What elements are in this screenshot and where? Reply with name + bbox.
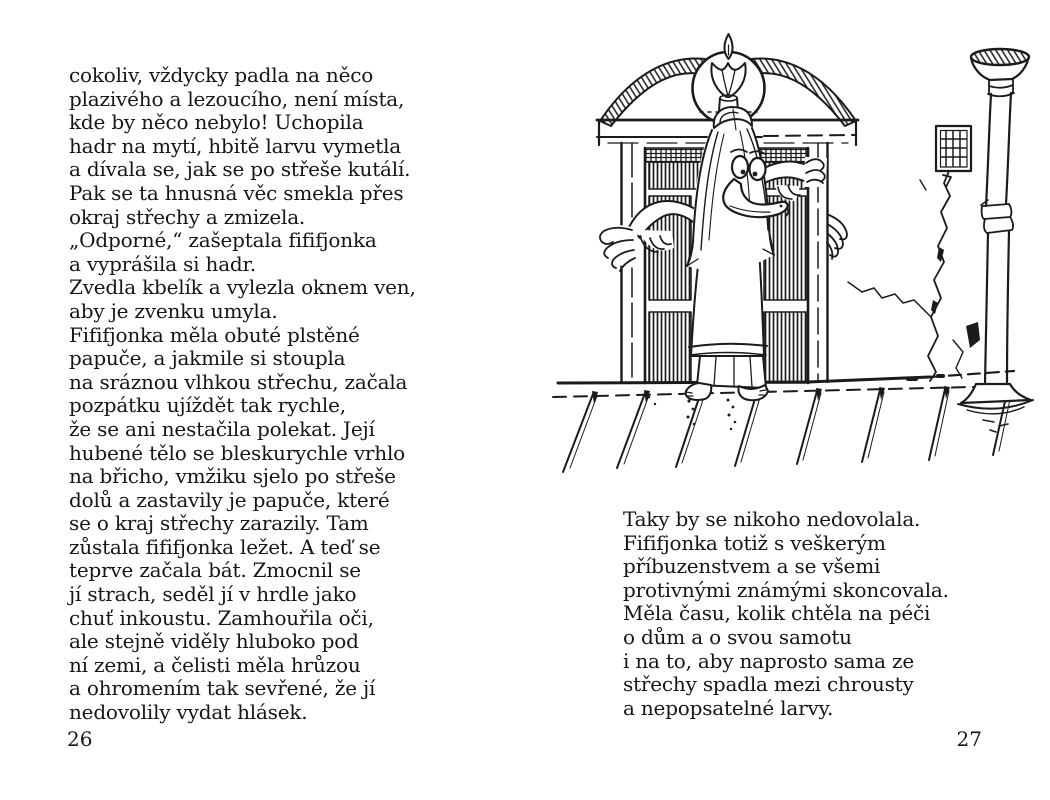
text-line: teprve začala bát. Zmocnil se	[69, 558, 361, 583]
text-line: jí strach, seděl jí v hrdle jako	[69, 582, 357, 607]
text-line: a nepopsatelné larvy.	[623, 695, 834, 720]
text-line: střechy spadla mezi chrousty	[623, 672, 914, 697]
text-line: protivnými známými skoncovala.	[623, 577, 949, 602]
text-line: hubené tělo se bleskurychle vrhlo	[69, 440, 406, 465]
text-line: se o kraj střechy zarazily. Tam	[69, 511, 369, 536]
text-line: hadr na mytí, hbitě larvu vymetla	[69, 133, 401, 158]
text-line: Pak se ta hnusná věc smekla přes	[69, 180, 404, 205]
text-line: Fififjonka měla obuté plstěné	[69, 322, 360, 347]
text-line: dolů a zastavily je papuče, které	[69, 487, 390, 512]
left-page-number: 26	[67, 727, 93, 751]
text-line: okraj střechy a zmizela.	[69, 204, 306, 229]
text-line: a vyprášila si hadr.	[69, 251, 256, 276]
fillyjonk-right-eye	[750, 158, 766, 180]
text-line: aby je zvenku umyla.	[69, 298, 278, 323]
text-line: papuče, a jakmile si stoupla	[69, 346, 346, 371]
text-line: chuť inkoustu. Zamhouřila oči,	[69, 605, 374, 630]
text-line: Zvedla kbelík a vylezla oknem ven,	[69, 275, 416, 300]
text-line: že se ani nestačila polekat. Její	[69, 416, 375, 441]
text-line: plazivého a lezoucího, není místa,	[69, 86, 405, 111]
text-line: Fififjonka totiž s veškerým	[623, 530, 886, 555]
text-line: příbuzenstvem a se všemi	[623, 554, 881, 579]
text-line: nedovolily vydat hlásek.	[69, 700, 308, 725]
text-line: na sráznou vlhkou střechu, začala	[69, 369, 408, 394]
text-line: na břicho, vmžiku sjelo po střeše	[69, 464, 396, 489]
wall-cracks	[848, 171, 980, 381]
text-line: a ohromením tak sevřené, že jí	[69, 676, 376, 701]
barred-vent	[936, 126, 971, 187]
fillyjonk-left-eye	[732, 156, 748, 178]
text-line: o dům a o svou samotu	[623, 624, 852, 649]
text-line: ní zemi, a čelisti měla hrůzou	[69, 652, 361, 677]
fillyjonk-figure	[600, 107, 847, 400]
text-line: kde by něco nebylo! Uchopila	[69, 110, 364, 135]
text-line: a dívala se, jak se po střeše kutálí.	[69, 157, 411, 182]
text-line: Taky by se nikoho nedovolala.	[623, 507, 921, 531]
text-line: ale stejně viděly hluboko pod	[69, 629, 359, 654]
text-line: cokoliv, vždycky padla na něco	[69, 63, 374, 87]
roof-shingle-lines	[563, 385, 1013, 472]
text-line: Měla času, kolik chtěla na péči	[623, 601, 931, 626]
text-line: „Odporné,“ zašeptala fififjonka	[69, 228, 377, 253]
text-line: pozpátku ujíždět tak rychle,	[69, 393, 346, 418]
right-page-text	[623, 508, 1023, 720]
right-page-number: 27	[956, 727, 982, 751]
left-page-text	[69, 64, 504, 725]
text-line: i na to, aby naprosto sama ze	[623, 648, 915, 673]
text-line: zůstala fififjonka ležet. A teď se	[69, 534, 381, 559]
